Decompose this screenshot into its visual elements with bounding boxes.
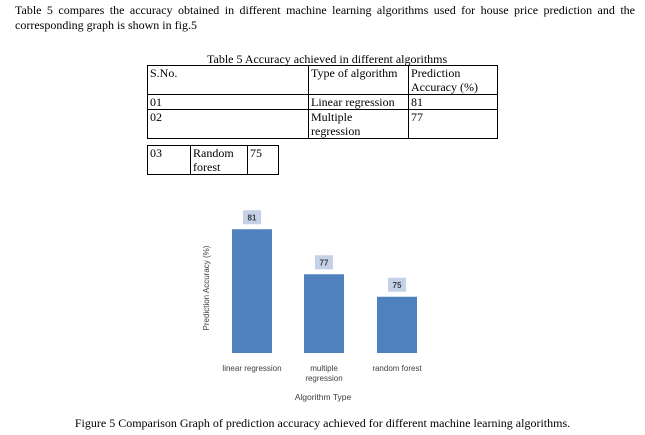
x-tick-label: multiple regression — [305, 364, 343, 383]
intro-paragraph — [15, 3, 635, 33]
table-row — [148, 95, 498, 110]
header-accuracy-text: Prediction Accuracy (%) — [411, 66, 478, 94]
table-caption: Table 5 Accuracy achieved in different algorithms — [207, 52, 448, 66]
header-accuracy — [409, 66, 498, 95]
cell-accuracy: 81 — [409, 95, 498, 110]
table-header-row — [148, 66, 498, 95]
bar — [232, 229, 272, 353]
x-tick-group — [222, 364, 422, 383]
table-row — [148, 110, 498, 139]
x-tick-label: random forest — [372, 364, 422, 373]
cell-sno: 01 — [148, 95, 309, 110]
accuracy-table-continued — [147, 145, 279, 175]
cell-sno: 03 — [148, 146, 191, 175]
cell-algorithm — [191, 146, 248, 175]
figure-caption: Figure 5 Comparison Graph of prediction accuracy achieved for different machine learning algorithms. — [74, 416, 571, 430]
cell-accuracy: 77 — [409, 110, 498, 139]
cell-algorithm — [309, 110, 409, 139]
intro-line-2: corresponding graph is shown in fig.5 — [15, 18, 197, 32]
x-axis-label: Algorithm Type — [294, 392, 352, 402]
x-tick-label: linear regression — [222, 364, 282, 373]
intro-line-1: Table 5 compares the accuracy obtained in different machine learning algorithms used for house price prediction and the — [15, 3, 635, 17]
bar — [377, 297, 417, 353]
accuracy-bar-chart — [190, 200, 460, 405]
y-axis-label: Prediction Accuracy (%) — [202, 245, 211, 331]
table-row — [148, 146, 279, 175]
accuracy-table — [147, 65, 498, 139]
cell-sno: 02 — [148, 110, 309, 139]
cell-algorithm: Linear regression — [309, 95, 409, 110]
cell-algorithm-text: Multiple regression — [311, 110, 361, 138]
cell-algorithm-text: Random forest — [193, 146, 234, 174]
bar — [304, 274, 344, 353]
header-sno: S.No. — [148, 66, 309, 95]
data-label: 75 — [392, 280, 402, 290]
data-label: 81 — [247, 213, 257, 223]
cell-accuracy: 75 — [248, 146, 279, 175]
header-algorithm: Type of algorithm — [309, 66, 409, 95]
data-label: 77 — [319, 258, 329, 268]
